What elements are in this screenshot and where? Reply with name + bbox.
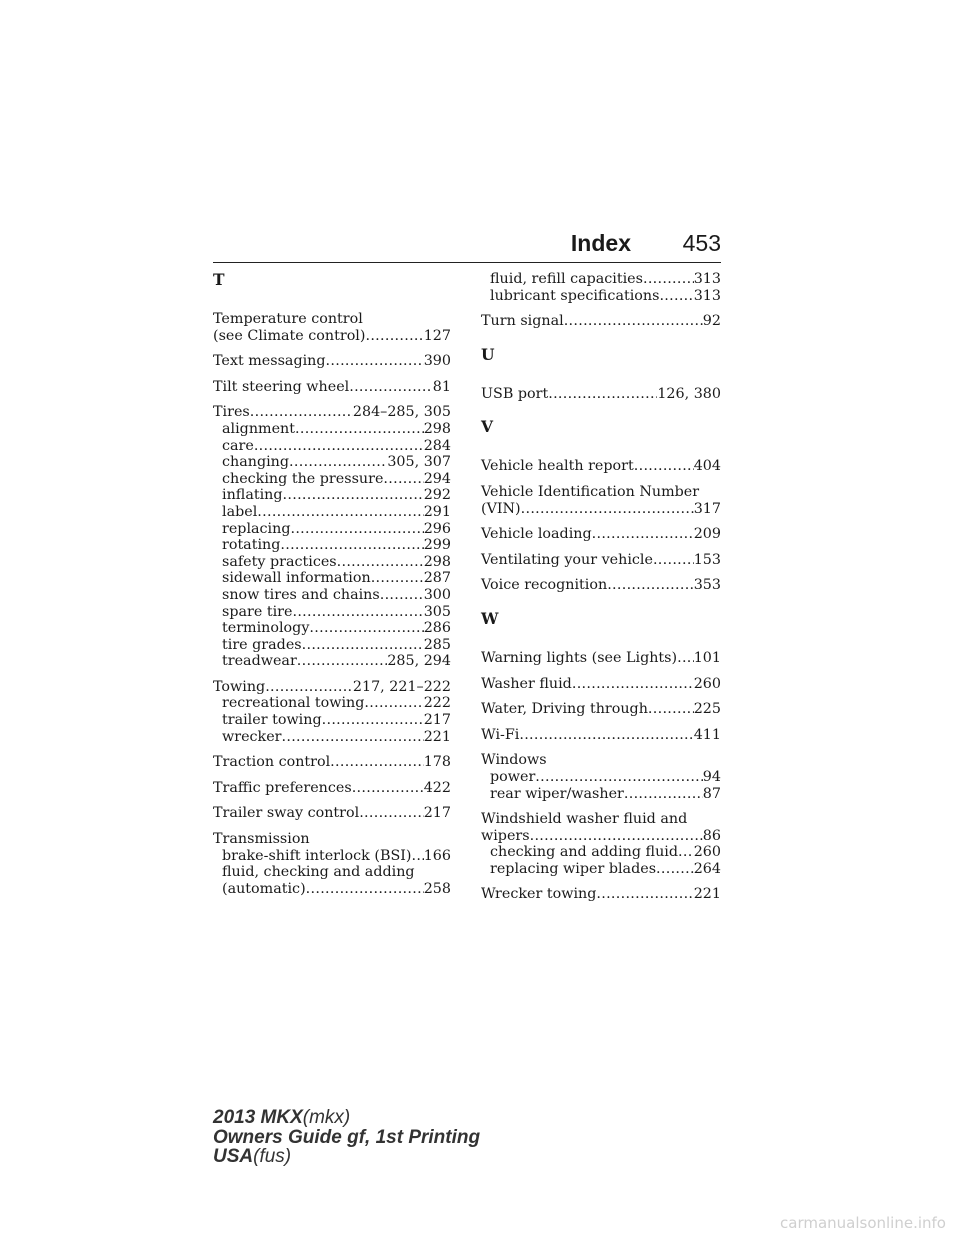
dot-leader [653,552,694,569]
entry-text: fluid, checking and adding [222,864,415,881]
dot-leader [302,637,424,654]
dot-leader [678,844,694,861]
dot-leader [250,404,353,421]
dot-leader [572,676,694,693]
entry-page: 178 [423,754,451,771]
footer [213,1108,480,1167]
dot-leader [254,438,424,455]
index-entry-line [481,701,721,718]
entry-text: replacing [222,520,291,537]
index-entry-line [481,526,721,543]
entry-text: wipers [481,827,530,844]
dot-leader [564,313,703,330]
entry-text: Vehicle health report [481,458,634,475]
index-subentry [213,471,451,488]
index-subentry [213,729,451,746]
index-subentry [481,861,721,878]
dot-leader [295,421,424,438]
footer-market: USA [213,1146,254,1167]
entry-text: rotating [222,537,281,554]
index-entry [481,458,721,475]
index-entry-line [481,811,721,828]
index-entry [481,650,721,667]
entry-page: 298 [423,553,451,570]
footer-guide: Owners Guide gf, 1st Printing [213,1126,481,1148]
entry-page: 291 [423,503,451,520]
entry-text: checking the pressure [222,470,384,487]
dot-leader [289,454,387,471]
entry-text: (see Climate control) [213,327,366,344]
index-entry-line [481,752,721,769]
index-subentry [213,881,451,898]
dot-leader [634,458,694,475]
dot-leader [648,701,694,718]
entry-page: 294 [423,470,451,487]
index-subentry [481,288,721,305]
entry-page: 81 [432,378,451,395]
index-entry [481,811,721,877]
index-entry-line [481,552,721,569]
dot-leader [330,754,424,771]
index-subentry [481,271,721,288]
index-entry-line [213,679,451,696]
entry-page: 92 [702,313,721,330]
entry-page: 260 [693,675,721,692]
entry-text: Vehicle loading [481,526,592,543]
index-entry [213,353,451,370]
entry-page: 86 [702,827,721,844]
entry-page: 313 [693,287,721,304]
dot-leader [521,501,694,518]
index-entry-line [213,780,451,797]
entry-page: 313 [693,271,721,287]
entry-text: inflating [222,487,283,504]
index-entry [213,311,451,344]
index-entry [481,577,721,594]
entry-text: Transmission [213,831,310,848]
entry-text: (automatic) [222,880,306,897]
dot-leader [519,727,693,744]
index-entry [481,886,721,903]
entry-page: 264 [693,860,721,877]
dot-leader [411,848,423,865]
entry-page: 422 [423,779,451,796]
entry-text: Water, Driving through [481,701,648,718]
dot-leader [322,712,424,729]
index-entry-line [481,386,721,403]
dot-leader [365,328,423,345]
index-entry [213,379,451,396]
index-entry [481,313,721,330]
dot-leader [548,386,657,403]
page-number: 453 [682,230,721,256]
entry-text: brake-shift interlock (BSI) [222,847,412,864]
entry-text: USB port [481,385,549,402]
index-entry-line [481,484,721,501]
index-entry [213,404,451,670]
index-entry-line [481,313,721,330]
entry-text: trailer towing [222,712,322,729]
dot-leader [309,620,423,637]
entry-text: tire grades [222,636,302,653]
dot-leader [352,780,424,797]
index-entry-line [213,328,451,345]
entry-text: Voice recognition [481,577,608,594]
dot-leader [337,554,424,571]
dot-leader [280,537,423,554]
section-letter: V [481,417,494,437]
index-entry [481,386,721,403]
dot-leader [326,353,424,370]
index-entry [481,526,721,543]
index-subentry [213,653,451,670]
section-letter: U [481,344,495,364]
entry-text: rear wiper/washer [490,785,624,802]
dot-leader [380,587,424,604]
entry-text: power [490,768,536,785]
dot-leader [297,653,388,670]
section-letter: W [481,608,499,628]
entry-page: 287 [423,570,451,587]
dot-leader [607,577,694,594]
entry-page: 217 [423,805,451,822]
entry-page: 390 [423,353,451,370]
entry-text: care [222,437,254,454]
dot-leader [292,604,423,621]
entry-page: 221 [693,886,721,903]
index-subentry [213,554,451,571]
entry-page: 87 [702,785,721,802]
dot-leader [643,271,694,288]
entry-text: sidewall information [222,570,371,587]
dot-leader [290,521,423,538]
index-entry [481,484,721,517]
index-subentry [213,848,451,865]
index-subentry [213,637,451,654]
entry-page: 284 [423,437,451,454]
entry-text: lubricant specifications [490,287,660,304]
index-entry-line [481,886,721,903]
entry-text: Towing [213,678,266,695]
entry-text: Turn signal [481,313,564,330]
entry-text: wrecker [222,728,282,745]
index-subentry [213,587,451,604]
index-entry-line [213,754,451,771]
entry-text: safety practices [222,553,337,570]
entry-page: 305, 307 [387,454,451,471]
entry-text: Washer fluid [481,675,572,692]
entry-page: 286 [423,620,451,637]
section-title: Index [570,230,631,256]
index-entry [481,552,721,569]
entry-text: changing [222,454,290,471]
dot-leader [535,769,703,786]
index-entry-line [213,805,451,822]
entry-page: 166 [423,847,451,864]
entry-text: spare tire [222,603,293,620]
entry-text: replacing wiper blades [490,860,657,877]
entry-text: Windows [481,752,547,769]
index-entry [481,701,721,718]
index-subentry [213,487,451,504]
entry-page: 209 [693,526,721,543]
index-subentry [213,864,451,881]
entry-text: treadwear [222,653,297,670]
entry-page: 284–285, 305 [352,404,451,421]
index-entry [481,727,721,744]
index-entry-line [481,501,721,518]
index-subentry [213,712,451,729]
entry-text: Warning lights (see Lights) [481,649,678,666]
page-header [213,230,721,258]
index-entry-line [481,577,721,594]
index-subentry [481,844,721,861]
index-subentry [481,769,721,786]
index-entry-line [213,404,451,421]
entry-text: snow tires and chains [222,586,380,603]
index-entry [213,831,451,897]
dot-leader [677,650,694,667]
entry-text: fluid, refill capacities [490,271,643,287]
entry-page: 298 [423,420,451,437]
index-column-left [213,271,451,897]
entry-text: Windshield washer fluid and [481,811,688,828]
entry-page: 217, 221–222 [352,678,451,695]
entry-page: 305 [423,603,451,620]
entry-page: 94 [702,768,721,785]
footer-model-code: (mkx) [302,1107,351,1128]
index-entry-line [481,828,721,845]
entry-text: Ventilating your vehicle [481,551,653,568]
footer-model: 2013 MKX [213,1107,303,1128]
entry-text: label [222,503,258,520]
dot-leader [530,828,703,845]
index-entry-line [481,650,721,667]
entry-page: 317 [693,500,721,517]
entry-page: 217 [423,712,451,729]
entry-text: Trailer sway control [213,805,360,822]
entry-text: Vehicle Identification Number [481,483,700,500]
index-subentry [213,521,451,538]
entry-text: checking and adding fluid [490,844,679,861]
footer-market-code: (fus) [253,1146,292,1167]
entry-page: 126, 380 [657,385,721,402]
entry-text: alignment [222,420,295,437]
entry-page: 411 [693,726,721,743]
continued-entry [481,271,721,304]
dot-leader [624,786,703,803]
entry-page: 258 [423,880,451,897]
entry-text: (VIN) [481,500,521,517]
entry-text: Text messaging [213,353,326,370]
index-entry [213,754,451,771]
index-subentry [213,454,451,471]
index-subentry [213,604,451,621]
dot-leader [596,886,693,903]
index-subentry [481,786,721,803]
dot-leader [659,288,693,305]
dot-leader [257,504,423,521]
index-subentry [213,504,451,521]
entry-text: Temperature control [213,311,363,327]
index-subentry [213,438,451,455]
index-entry-line [481,727,721,744]
index-subentry [213,421,451,438]
dot-leader [283,487,424,504]
dot-leader [364,695,423,712]
entry-page: 296 [423,520,451,537]
entry-page: 153 [693,551,721,568]
index-subentry [213,537,451,554]
index-column-right [481,271,721,903]
entry-page: 101 [693,649,721,666]
index-entry-line [213,379,451,396]
dot-leader [306,881,424,898]
entry-page: 353 [693,577,721,594]
index-entry-line [481,458,721,475]
entry-page: 292 [423,487,451,504]
entry-page: 127 [423,327,451,344]
entry-page: 222 [423,695,451,712]
index-entry [481,676,721,693]
entry-text: Tilt steering wheel [213,378,350,395]
section-letter: T [213,270,225,289]
dot-leader [349,379,433,396]
entry-page: 299 [423,537,451,554]
index-subentry [213,620,451,637]
index-subentry [213,695,451,712]
dot-leader [282,729,424,746]
entry-page: 404 [693,458,721,475]
index-entry [213,679,451,745]
index-entry [213,780,451,797]
index-subentry [213,570,451,587]
entry-page: 260 [693,844,721,861]
index-entry-line [213,831,451,848]
entry-text: Wi-Fi [481,726,520,743]
index-entry-line [213,353,451,370]
dot-leader [371,570,424,587]
entry-text: Wrecker towing [481,886,597,903]
dot-leader [359,805,424,822]
index-entry-line [213,311,451,328]
entry-text: Traffic preferences [213,779,352,796]
dot-leader [656,861,694,878]
entry-text: terminology [222,620,310,637]
index-entry-line [481,676,721,693]
entry-page: 221 [423,728,451,745]
dot-leader [592,526,694,543]
header-rule [213,262,721,263]
entry-page: 285, 294 [387,653,451,670]
entry-page: 225 [693,701,721,718]
entry-page: 300 [423,586,451,603]
entry-text: recreational towing [222,695,365,712]
watermark: carmanualsonline.info [780,1214,946,1232]
entry-text: Traction control [213,754,331,771]
entry-page: 285 [423,636,451,653]
dot-leader [383,471,423,488]
index-entry [213,805,451,822]
index-entry [481,752,721,802]
dot-leader [265,679,353,696]
entry-text: Tires [213,404,250,421]
